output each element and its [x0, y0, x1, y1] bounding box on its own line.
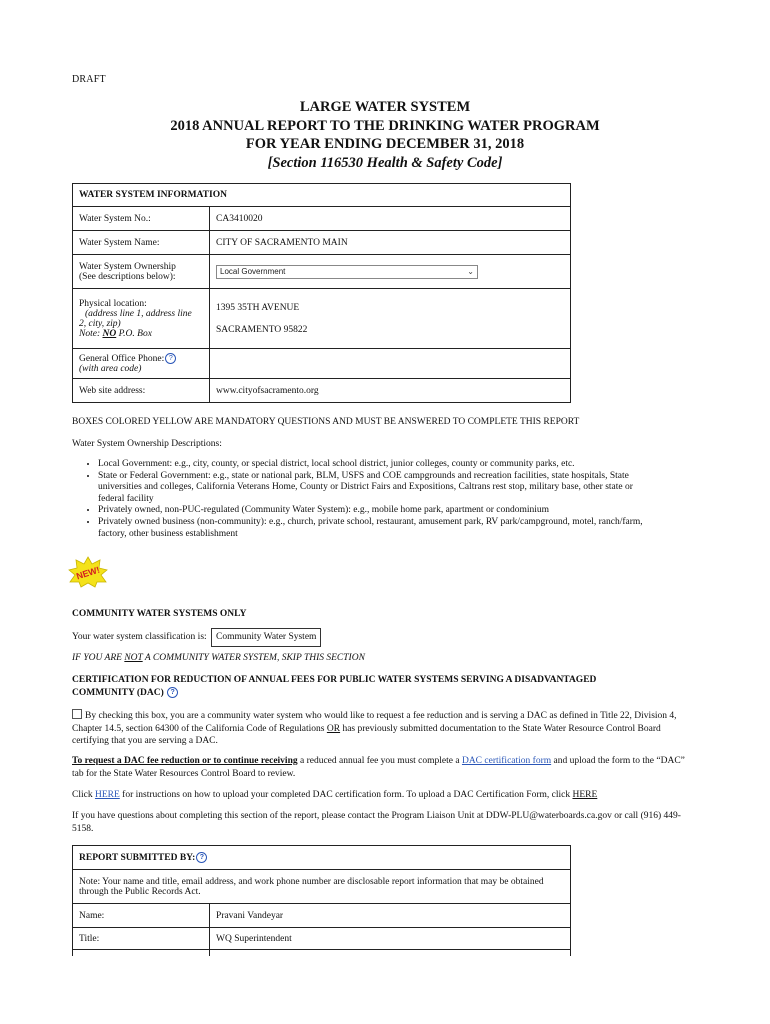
help-icon[interactable]: ? [196, 852, 207, 863]
water-system-info-table [72, 183, 571, 403]
mandatory-notice: BOXES COLORED YELLOW ARE MANDATORY QUESTIONS AND MUST BE ANSWERED TO COMPLETE THIS REPORT [72, 417, 580, 427]
title-value[interactable]: WQ Superintendent [210, 928, 571, 950]
help-icon[interactable]: ? [165, 353, 176, 364]
system-no-value: CA3410020 [210, 207, 571, 231]
next-row-label [73, 950, 210, 956]
title-line-4: [Section 116530 Health & Safety Code] [267, 154, 503, 171]
title-line-3: FOR YEAR ENDING DECEMBER 31, 2018 [245, 136, 525, 152]
report-header [73, 846, 571, 870]
click-mid: for instructions on how to upload your completed DAC certification form. To upload a DAC Certification Form, click [119, 790, 573, 800]
ownership-select[interactable] [216, 265, 478, 279]
classification-label: Your water system classification is: [72, 632, 207, 642]
web-value: www.cityofsacramento.org [210, 379, 571, 403]
skip-note-pre: IF YOU ARE [72, 653, 125, 663]
dac-check-text-post: has previously submitted documentation to the State Water Resource Control Board certifying that you are serving a DAC. [72, 723, 661, 746]
dac-checkbox-row [72, 709, 692, 748]
skip-note-post: A COMMUNITY WATER SYSTEM, SKIP THIS SECTION [142, 653, 365, 663]
dac-check-text-pre: By checking this box, you are a community water system who would like to request a fee reduction and is serving a DAC as defined in Title 22, Division 4, Chapter 14.5, section 64300 of the California Code of Regulations [72, 711, 677, 734]
skip-note-not: NOT [124, 653, 143, 663]
address-line-2: SACRAMENTO 95822 [216, 324, 308, 335]
skip-note [72, 652, 692, 665]
info-header: WATER SYSTEM INFORMATION [73, 184, 571, 207]
new-badge-icon [68, 556, 108, 588]
dac-request-bold: To request a DAC fee reduction or to continue receiving [72, 756, 298, 766]
ownership-desc-list [86, 459, 658, 540]
title-line-1: LARGE WATER SYSTEM [299, 99, 471, 115]
list-item: • State or Federal Government: e.g., state or national park, BLM, USFS and COE campgrounds and recreation facilities, state hospitals, State universities and colleges, California Veterans Home, County or District Fairs and Expositions, Caltrans rest stop, military base, other state or federal facility [98, 471, 658, 506]
title-label: Title: [73, 928, 210, 950]
draft-label: DRAFT [72, 74, 106, 85]
ownership-label [73, 255, 210, 289]
dac-upload-instructions [72, 789, 692, 802]
dac-checkbox[interactable] [72, 709, 82, 719]
dac-heading-line-1: CERTIFICATION FOR REDUCTION OF ANNUAL FEES FOR PUBLIC WATER SYSTEMS SERVING A DISADVANTAGED [72, 675, 597, 685]
community-heading: COMMUNITY WATER SYSTEMS ONLY [72, 609, 247, 619]
dac-request-post: and upload the form to the “DAC” tab for the State Water Resources Control Board to review. [72, 756, 685, 779]
location-note [79, 329, 203, 339]
classification-value: Community Water System [211, 628, 321, 647]
upload-here-link[interactable]: HERE [572, 790, 598, 800]
ownership-cell [210, 255, 571, 289]
next-row-value [210, 950, 571, 956]
help-icon[interactable]: ? [167, 687, 178, 698]
dac-questions: If you have questions about completing this section of the report, please contact the Program Liaison Unit at DDW-PLU@waterboards.ca.gov or call (916) 449-5158. [72, 811, 681, 834]
dac-heading [72, 674, 692, 699]
list-item: • Local Government: e.g., city, county, or special district, local school district, junior colleges, county or community parks, etc. [98, 459, 658, 471]
title-line-2: 2018 ANNUAL REPORT TO THE DRINKING WATER PROGRAM [170, 117, 600, 134]
system-no-label: Water System No.: [73, 207, 210, 231]
system-name-value: CITY OF SACRAMENTO MAIN [210, 231, 571, 255]
chevron-down-icon: ⌄ [467, 267, 474, 276]
name-value[interactable]: Pravani Vandeyar [210, 904, 571, 928]
dac-request-mid: a reduced annual fee you must complete a [297, 756, 462, 766]
web-label: Web site address: [73, 379, 210, 403]
list-item: • Privately owned business (non-community): e.g., church, private school, restaurant, amusement park, RV park/campground, motel, ranch/farm, factory, other business establishment [98, 517, 658, 540]
dac-request-text [72, 755, 692, 780]
new-badge-text: NEW! [75, 564, 101, 582]
ownership-selected-value: Local Government [220, 267, 286, 276]
list-item: • Privately owned, non-PUC-regulated (Community Water System): e.g., mobile home park, apartment or condominium [98, 505, 658, 517]
report-note: Note: Your name and title, email address, and work phone number are disclosable report information that may be obtained through the Public Records Act. [73, 870, 571, 904]
dac-check-text-or: OR [326, 723, 341, 734]
report-submitted-table [72, 845, 571, 956]
click-pre: Click [72, 790, 95, 800]
page-title [0, 98, 770, 172]
location-note-post: P.O. Box [116, 328, 152, 339]
name-label: Name: [73, 904, 210, 928]
location-note-no: NO [102, 328, 117, 339]
ownership-desc-heading: Water System Ownership Descriptions: [72, 439, 222, 449]
location-hint-1: (address line 1, address line [85, 308, 192, 319]
instructions-here-link[interactable]: HERE [94, 790, 120, 800]
phone-label [73, 349, 210, 379]
phone-hint: (with area code) [79, 364, 142, 374]
phone-value[interactable] [210, 349, 571, 379]
classification-row [72, 628, 692, 647]
phone-label-text: General Office Phone: [79, 354, 165, 364]
address-cell [210, 289, 571, 349]
location-note-pre: Note: [79, 328, 103, 339]
location-label-title: Physical location: [79, 298, 147, 309]
address-line-1: 1395 35TH AVENUE [216, 302, 300, 313]
report-header-text: REPORT SUBMITTED BY: [79, 853, 196, 863]
dac-heading-line-2: COMMUNITY (DAC) [72, 687, 164, 698]
system-name-label: Water System Name: [73, 231, 210, 255]
dac-certification-form-link[interactable]: DAC certification form [461, 756, 552, 766]
location-label [73, 289, 210, 349]
location-hint-2: 2, city, zip) [79, 318, 121, 329]
ownership-label-line-2: (See descriptions below): [79, 271, 176, 282]
ownership-label-line-1: Water System Ownership [79, 261, 176, 272]
